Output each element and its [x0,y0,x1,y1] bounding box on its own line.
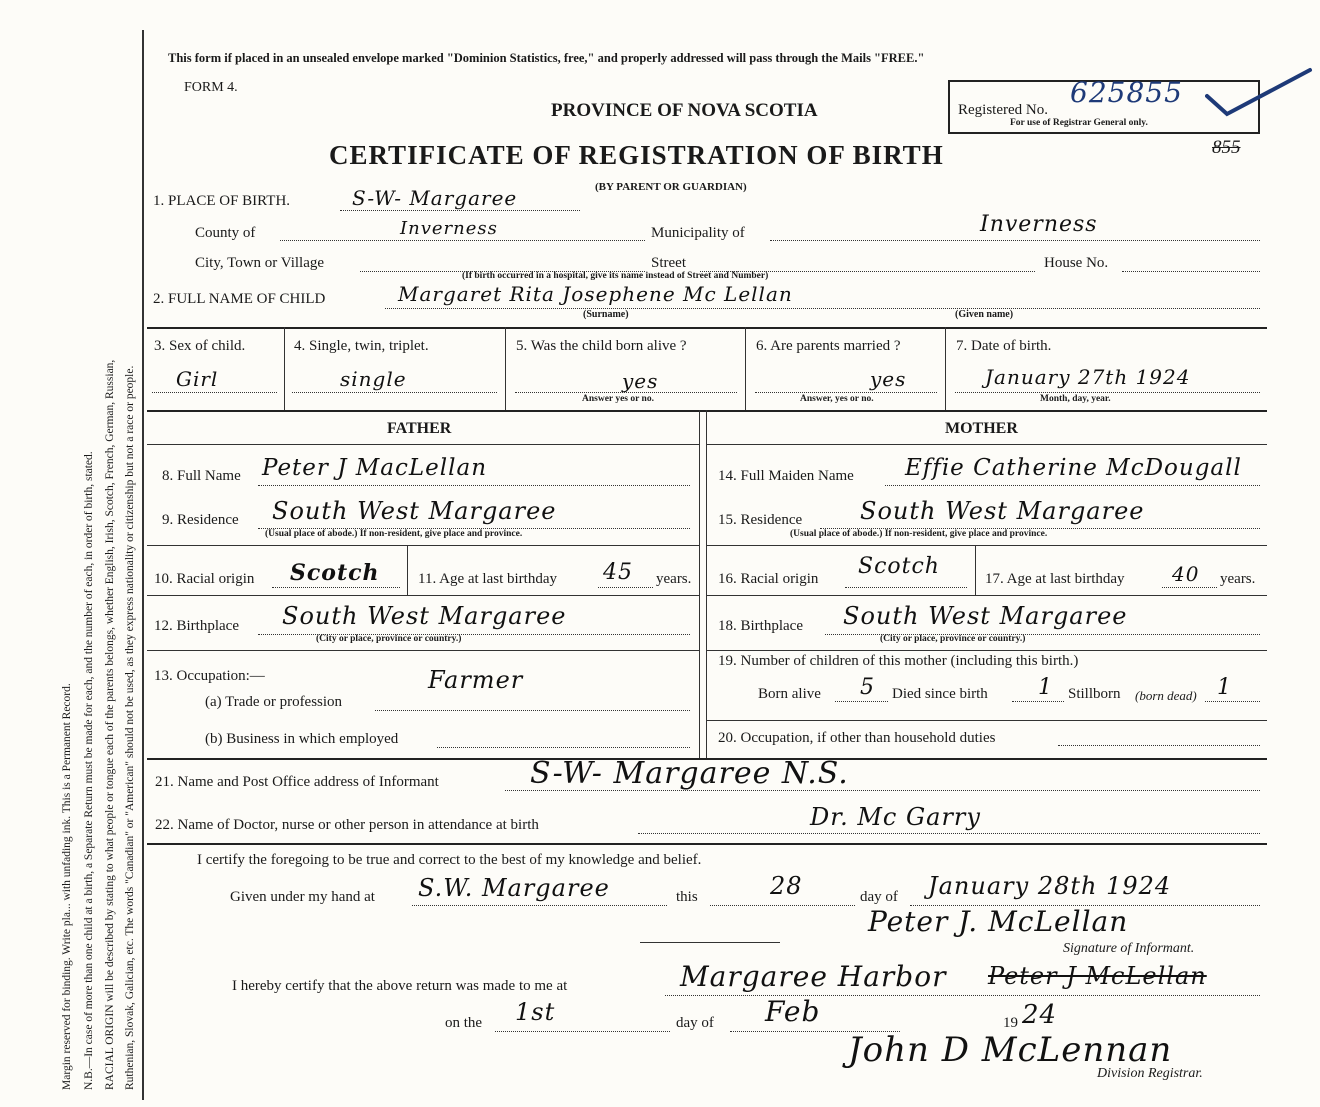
date-of-birth-label: 7. Date of birth. [956,338,1052,354]
stillborn-note: (born dead) [1135,688,1197,703]
parents-married-label: 6. Are parents married ? [756,338,901,354]
house-number-label: House No. [1044,255,1109,271]
father-name-value: Peter J MacLellan [262,455,488,481]
father-race-value: Scotch [290,560,380,586]
hereby-certify-label: I hereby certify that the above return was made to me at [232,978,568,994]
parents-married-note: Answer, yes or no. [800,394,874,404]
mother-abode-note: (Usual place of abode.) If non-resident, give place and province. [790,529,1048,539]
surname-note: (Surname) [583,309,629,320]
born-alive-value: yes [622,369,659,393]
born-alive-count-label: Born alive [758,686,821,702]
registrar-general-note: For use of Registrar General only. [1010,118,1148,128]
doctor-value: Dr. Mc Garry [810,803,981,831]
father-city-note: (City or place, province or country.) [316,634,462,644]
father-age-value: 45 [603,560,633,585]
county-value: Inverness [400,218,498,239]
corner-number: 855 [1212,137,1241,158]
on-day-value: 1st [515,998,556,1026]
date-of-birth-value: January 27th 1924 [985,365,1191,389]
mother-residence-value: South West Margaree [860,497,1145,525]
year-prefix: 19 [1003,1015,1018,1031]
date-of-birth-note: Month, day, year. [1040,394,1111,404]
this-label: this [676,889,698,905]
died-since-birth-label: Died since birth [892,686,988,702]
informant-signature: Peter J. McLellan [868,905,1129,938]
business-label: (b) Business in which employed [205,731,399,747]
checkmark-icon [1205,66,1315,126]
father-birthplace-value: South West Margaree [282,602,567,630]
month-value: January 28th 1924 [928,872,1172,900]
children-count-label: 19. Number of children of this mother (including this birth.) [718,653,1079,669]
given-under-hand-label: Given under my hand at [230,889,375,905]
father-age-label: 11. Age at last birthday [418,571,557,587]
mother-residence-label: 15. Residence [718,512,803,528]
mother-heading: MOTHER [945,420,1018,437]
city-label: City, Town or Village [195,255,325,271]
mail-notice: This form if placed in an unsealed envelope marked "Dominion Statistics, free," and properly addressed will pass through the Mails "FREE." [168,51,925,65]
margin-note-nb: N.B.—In case of more than one child at a birth, a Separate Return must be made for each, and the number of each, in order of birth, stated. [83,451,95,1090]
father-residence-label: 9. Residence [162,512,239,528]
margin-note-racial-2: Ruthenian, Slovak, Galician, etc. The words "Canadian" or "American" should not be used, as they express nationality or citizenship but not a race or people. [124,365,136,1090]
sex-value: Girl [176,367,219,391]
street-label: Street [651,255,686,271]
margin-note-binding: Margin reserved for binding. Write pla... with unfading ink. This is a Permanent Record. [61,683,73,1090]
form-number: FORM 4. [184,80,238,95]
father-heading: FATHER [387,420,452,437]
day-of-label-2: day of [676,1015,714,1031]
father-race-label: 10. Racial origin [154,571,255,587]
mother-race-value: Scotch [858,554,940,579]
certificate-title: CERTIFICATE OF REGISTRATION OF BIRTH [329,140,944,170]
county-label: County of [195,225,256,241]
sex-label: 3. Sex of child. [154,338,246,354]
month-2-value: Feb [765,995,821,1028]
trade-label: (a) Trade or profession [205,694,343,710]
full-name-label: 2. FULL NAME OF CHILD [153,291,326,307]
single-twin-value: single [340,367,407,391]
full-name-value: Margaret Rita Josephene Mc Lellan [398,282,793,306]
year-2-value: 24 [1022,1000,1058,1030]
certificate-subtitle: (BY PARENT OR GUARDIAN) [595,181,747,193]
place-of-birth-value: S-W- Margaree [352,186,518,210]
municipality-label: Municipality of [651,225,745,241]
hereby-place-value: Margaree Harbor [680,960,947,993]
given-name-note: (Given name) [955,309,1014,320]
born-alive-count-value: 5 [860,675,875,700]
doctor-label: 22. Name of Doctor, nurse or other person in attendance at birth [155,817,539,833]
stillborn-label: Stillborn [1068,686,1121,702]
hospital-note: (If birth occurred in a hospital, give its name instead of Street and Number) [462,271,769,281]
father-age-years: years. [656,571,692,587]
died-since-birth-value: 1 [1038,675,1053,700]
registered-number-label: Registered No. [958,102,1048,118]
day-value: 28 [770,872,803,900]
mother-age-label: 17. Age at last birthday [985,571,1125,587]
parents-married-value: yes [870,367,907,391]
father-name-label: 8. Full Name [162,468,241,484]
binding-margin-line [142,30,144,1100]
certify-statement: I certify the foregoing to be true and correct to the best of my knowledge and belief. [197,852,702,868]
signature-informant-label: Signature of Informant. [1063,941,1195,956]
trade-value: Farmer [428,666,524,694]
father-birthplace-label: 12. Birthplace [154,618,239,634]
mother-name-label: 14. Full Maiden Name [718,468,854,484]
mother-birthplace-value: South West Margaree [843,602,1128,630]
registrar-signature: John D McLennan [848,1030,1173,1070]
mother-race-label: 16. Racial origin [718,571,819,587]
given-place-value: S.W. Margaree [418,874,610,902]
place-of-birth-label: 1. PLACE OF BIRTH. [153,193,291,209]
mother-city-note: (City or place, province or country.) [880,634,1026,644]
margin-note-racial: RACIAL ORIGIN will be described by stating to what people or tongue each of the parents belongs, whether English, Irish, Scotch, French, German, Russian, [104,359,116,1090]
registered-number-value: 625855 [1070,76,1183,109]
mother-age-value: 40 [1172,562,1200,586]
province-heading: PROVINCE OF NOVA SCOTIA [551,100,818,121]
mother-age-years: years. [1220,571,1256,587]
division-registrar-label: Division Registrar. [1097,1066,1203,1081]
single-twin-label: 4. Single, twin, triplet. [294,338,429,354]
day-of-label: day of [860,889,898,905]
mother-occupation-label: 20. Occupation, if other than household duties [718,730,996,746]
mother-name-value: Effie Catherine McDougall [905,455,1242,481]
on-the-label: on the [445,1015,483,1031]
mother-birthplace-label: 18. Birthplace [718,618,803,634]
informant-value: S-W- Margaree N.S. [530,756,849,791]
municipality-value: Inverness [980,212,1098,237]
father-residence-value: South West Margaree [272,497,557,525]
stillborn-value: 1 [1217,675,1232,700]
hereby-struck-name: Peter J McLellan [988,962,1207,990]
informant-label: 21. Name and Post Office address of Informant [155,774,439,790]
born-alive-note: Answer yes or no. [582,394,654,404]
born-alive-label: 5. Was the child born alive ? [516,338,687,354]
father-abode-note: (Usual place of abode.) If non-resident, give place and province. [265,529,523,539]
occupation-label: 13. Occupation:— [154,668,265,684]
